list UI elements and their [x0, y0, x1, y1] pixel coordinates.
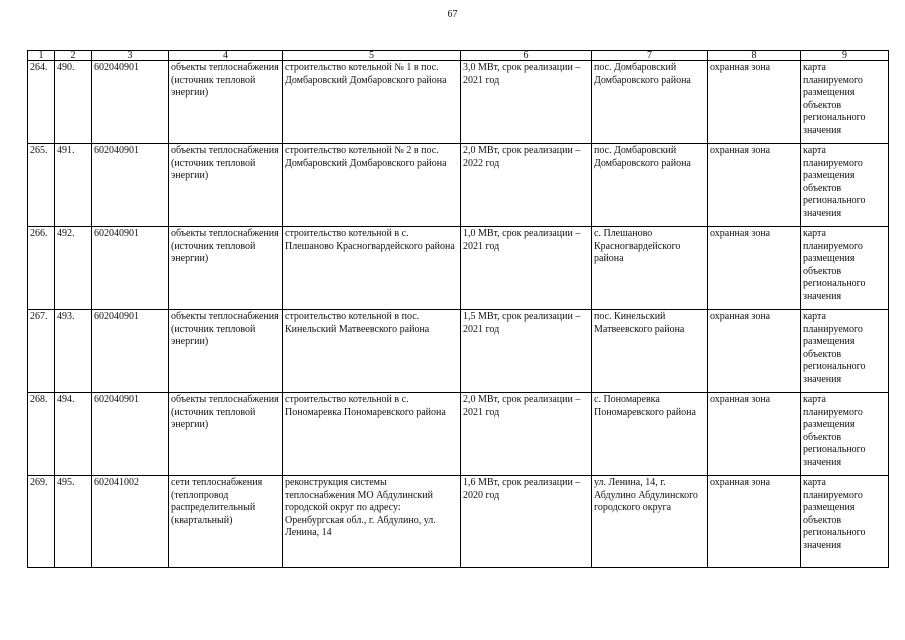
- col-header-4: 4: [169, 51, 283, 61]
- cell-index: 264.: [28, 61, 55, 144]
- cell-location: пос. Домбаровский Домбаровского района: [592, 61, 708, 144]
- cell-description: строительство котельной в пос. Кинельский Матвеевского района: [283, 310, 461, 393]
- cell-characteristics: 1,0 МВт, срок реализации – 2021 год: [461, 227, 592, 310]
- cell-map: карта планируемого размещения объектов регионального значения: [801, 61, 889, 144]
- cell-zone: охранная зона: [708, 61, 801, 144]
- col-header-9: 9: [801, 51, 889, 61]
- cell-index: 268.: [28, 393, 55, 476]
- cell-characteristics: 2,0 МВт, срок реализации – 2022 год: [461, 144, 592, 227]
- cell-location: с. Плешаново Красногвардейского района: [592, 227, 708, 310]
- cell-object-type: объекты теплоснабжения (источник тепловой энергии): [169, 310, 283, 393]
- cell-location: пос. Домбаровский Домбаровского района: [592, 144, 708, 227]
- col-header-7: 7: [592, 51, 708, 61]
- cell-code: 602041002: [92, 476, 169, 568]
- cell-zone: охранная зона: [708, 393, 801, 476]
- cell-zone: охранная зона: [708, 144, 801, 227]
- cell-number: 490.: [55, 61, 92, 144]
- cell-zone: охранная зона: [708, 476, 801, 568]
- cell-number: 495.: [55, 476, 92, 568]
- col-header-1: 1: [28, 51, 55, 61]
- cell-characteristics: 1,6 МВт, срок реализации – 2020 год: [461, 476, 592, 568]
- cell-description: реконструкция системы теплоснабжения МО Абдулинский городской округ по адресу: Оренбургская обл., г. Абдулино, ул. Ленина, 14: [283, 476, 461, 568]
- cell-location: пос. Кинельский Матвеевского района: [592, 310, 708, 393]
- objects-table: [27, 50, 889, 568]
- cell-description: строительство котельной № 2 в пос. Домбаровский Домбаровского района: [283, 144, 461, 227]
- table-row: [28, 393, 889, 476]
- table-row: [28, 476, 889, 568]
- cell-code: 602040901: [92, 310, 169, 393]
- cell-location: с. Пономаревка Пономаревского района: [592, 393, 708, 476]
- cell-description: строительство котельной в с. Пономаревка Пономаревского района: [283, 393, 461, 476]
- cell-code: 602040901: [92, 61, 169, 144]
- cell-zone: охранная зона: [708, 227, 801, 310]
- cell-index: 269.: [28, 476, 55, 568]
- cell-number: 491.: [55, 144, 92, 227]
- cell-index: 265.: [28, 144, 55, 227]
- header-row: [28, 51, 889, 61]
- table-row: [28, 144, 889, 227]
- cell-object-type: объекты теплоснабжения (источник тепловой энергии): [169, 227, 283, 310]
- cell-zone: охранная зона: [708, 310, 801, 393]
- cell-description: строительство котельной № 1 в пос. Домбаровский Домбаровского района: [283, 61, 461, 144]
- cell-number: 494.: [55, 393, 92, 476]
- cell-map: карта планируемого размещения объектов регионального значения: [801, 476, 889, 568]
- cell-object-type: объекты теплоснабжения (источник тепловой энергии): [169, 61, 283, 144]
- cell-map: карта планируемого размещения объектов регионального значения: [801, 310, 889, 393]
- col-header-8: 8: [708, 51, 801, 61]
- cell-code: 602040901: [92, 227, 169, 310]
- cell-characteristics: 2,0 МВт, срок реализации – 2021 год: [461, 393, 592, 476]
- cell-map: карта планируемого размещения объектов регионального значения: [801, 227, 889, 310]
- page-number: 67: [447, 9, 458, 20]
- cell-map: карта планируемого размещения объектов регионального значения: [801, 144, 889, 227]
- col-header-3: 3: [92, 51, 169, 61]
- cell-map: карта планируемого размещения объектов регионального значения: [801, 393, 889, 476]
- cell-number: 493.: [55, 310, 92, 393]
- cell-number: 492.: [55, 227, 92, 310]
- cell-index: 266.: [28, 227, 55, 310]
- cell-code: 602040901: [92, 393, 169, 476]
- table-row: [28, 61, 889, 144]
- cell-object-type: объекты теплоснабжения (источник тепловой энергии): [169, 393, 283, 476]
- cell-characteristics: 1,5 МВт, срок реализации – 2021 год: [461, 310, 592, 393]
- col-header-6: 6: [461, 51, 592, 61]
- cell-index: 267.: [28, 310, 55, 393]
- col-header-2: 2: [55, 51, 92, 61]
- cell-object-type: сети теплоснабжения (теплопровод распределительный (квартальный): [169, 476, 283, 568]
- table-row: [28, 227, 889, 310]
- table-row: [28, 310, 889, 393]
- cell-characteristics: 3,0 МВт, срок реализации – 2021 год: [461, 61, 592, 144]
- col-header-5: 5: [283, 51, 461, 61]
- cell-location: ул. Ленина, 14, г. Абдулино Абдулинского городского округа: [592, 476, 708, 568]
- cell-code: 602040901: [92, 144, 169, 227]
- cell-object-type: объекты теплоснабжения (источник тепловой энергии): [169, 144, 283, 227]
- cell-description: строительство котельной в с. Плешаново Красногвардейского района: [283, 227, 461, 310]
